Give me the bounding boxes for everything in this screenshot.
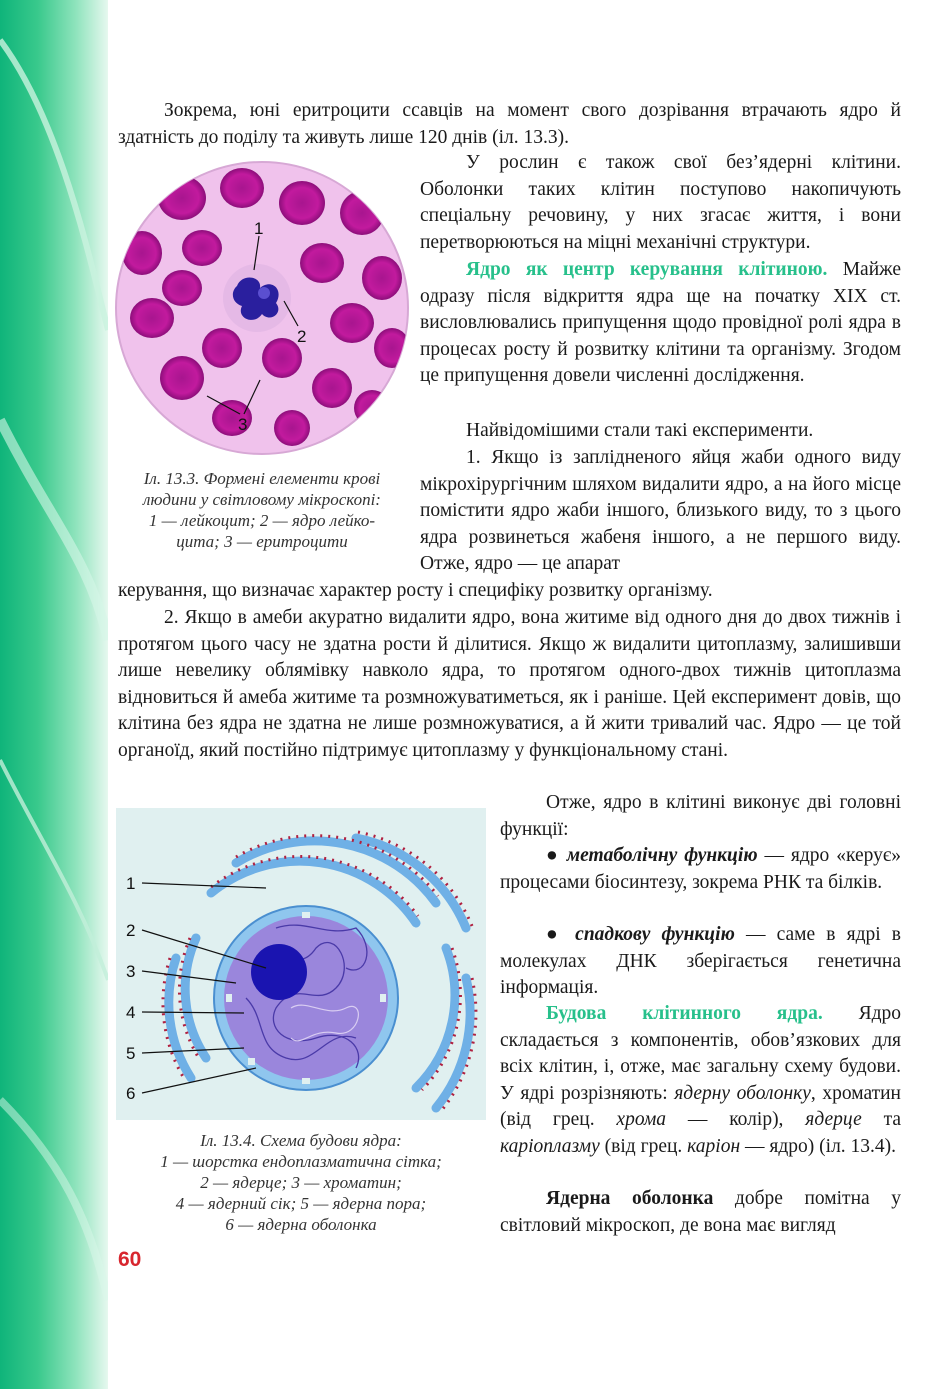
- paragraph-plant-cells: У рослин є також свої без’ядерні клітини. Оболонки таких клітин поступово накопичують спеціальну речовину, у них згасає життя, і вони перетворюються на міцні механічні структури.: [420, 152, 901, 253]
- paragraph-text: Ядро складається з компонентів, обов’язкових для всіх клітин, і, отже, має загальну схему будови. У ядрі розрізняють:: [500, 1003, 901, 1104]
- bullet-text: — саме в ядрі в молекулах ДНК зберігається генетична інформація.: [500, 924, 901, 998]
- bullet-metabolic-function: [500, 843, 901, 896]
- term-metabolic-function: ● метаболічну функцію: [546, 845, 758, 866]
- paragraph-text: — ядро) (іл. 13.4).: [740, 1135, 897, 1157]
- fig1-label-2: 2: [297, 327, 307, 346]
- term: хроматин: [822, 1082, 901, 1104]
- fig1-caption-line: людини у світловому мікроскопі:: [143, 490, 381, 509]
- section-heading-structure: Будова клітинного ядра.: [546, 1003, 823, 1024]
- paragraph-text: Майже одразу після відкриття ядра ще на початку XIX ст. висловлювались припущення щодо провідної ролі ядра в процесах росту й розвитку клітини та організму. Згодом це припущення довели численні дослідження.: [420, 259, 902, 386]
- term: каріон: [687, 1135, 741, 1157]
- blood-cells-micrograph: [112, 158, 412, 458]
- term: ядерну оболонку: [674, 1082, 811, 1104]
- fig1-label-3: 3: [238, 415, 248, 434]
- paragraph-nuclear-envelope: [500, 1186, 901, 1239]
- swoosh-decoration: [0, 0, 108, 1389]
- section-heading-nucleus-control: Ядро як центр керування клітиною.: [466, 259, 828, 280]
- paragraph-experiment-2: 2. Якщо в амеби акуратно видалити ядро, вона житиме від одного дня до двох тижнів і протягом цього часу не здатна рости й ділитися. Якщо ж видалити цитоплазму, залишивши лише невелику облямівку навколо ядра, то протягом одного-двох тижнів цитоплазма відновиться й амеба житиме та розмножуватиметься, як і раніше. Цей експеримент довів, що клітина без ядра не здатна не лише розмножуватися, а й жити тривалий час. Ядро — це той органоїд, який постійно підтримує цитоплазму у функціональному стані.: [118, 607, 901, 761]
- fig2-label-2: 2: [126, 921, 136, 940]
- paragraph-text: — колір),: [666, 1109, 806, 1130]
- fig2-caption-line: Іл. 13.4. Схема будови ядра:: [200, 1131, 402, 1150]
- paragraph-text: та: [861, 1109, 901, 1130]
- paragraph-two-functions: Отже, ядро в клітині виконує дві головні функції:: [500, 792, 901, 840]
- paragraph-text: (від грец.: [599, 1135, 688, 1157]
- fig2-caption: [116, 1130, 486, 1235]
- paragraph-nucleus-structure: [500, 1001, 901, 1160]
- fig2-label-6: 6: [126, 1084, 136, 1103]
- fig1-caption-line: 1 — лейкоцит; 2 — ядро лейко-: [148, 511, 376, 530]
- bullet-hereditary-function: [500, 922, 901, 1002]
- bullet-text: — ядро «керує» процесами біосинтезу, зокрема РНК та білків.: [500, 845, 901, 893]
- term: каріоплазму: [500, 1135, 600, 1157]
- fig2-label-1: 1: [126, 874, 136, 893]
- paragraph-text: (від грец.: [500, 1109, 617, 1130]
- fig1-caption: [112, 468, 412, 552]
- paragraph-erythrocytes: Зокрема, юні еритроцити ссавців на момент свого дозрівання втрачають ядро й здатність до поділу та живуть лише 120 днів (іл. 13.3).: [118, 100, 901, 148]
- page-number: 60: [118, 1248, 142, 1271]
- fig2-caption-line: 4 — ядерний сік; 5 — ядерна пора;: [175, 1194, 427, 1213]
- term: ядерце: [805, 1109, 862, 1130]
- fig2-caption-line: 1 — шорстка ендоплазматична сітка;: [160, 1152, 442, 1171]
- fig1-caption-line: цита; 3 — еритроцити: [176, 532, 348, 551]
- paragraph-experiment-1: 1. Якщо із заплідненого яйця жаби одного виду мікрохірургічним шляхом видалити ядро, а на його місце помістити ядро жаби іншого, близького виду, то з цього ядра розвинеться жабеня іншого, а не першого виду. Отже, ядро — це апарат: [420, 447, 901, 574]
- term-hereditary-function: ● спадкову функцію: [546, 924, 735, 945]
- paragraph-nucleus-control: [420, 257, 901, 390]
- term: хрома: [616, 1109, 667, 1130]
- fig2-label-4: 4: [126, 1003, 136, 1022]
- nucleus-structure-diagram: [116, 808, 486, 1120]
- decorative-side-band: [0, 0, 108, 1389]
- term-nuclear-envelope: Ядерна оболонка: [546, 1188, 714, 1209]
- paragraph-experiments-intro: Найвідомішими стали такі експерименти.: [466, 420, 814, 441]
- fig1-label-1: 1: [254, 219, 264, 238]
- paragraph-text: добре помітна у світловий мікроскоп, де вона має вигляд: [500, 1188, 901, 1236]
- fig2-label-5: 5: [126, 1044, 136, 1063]
- fig1-caption-line: Іл. 13.3. Формені елементи крові: [143, 469, 381, 488]
- fig2-caption-line: 2 — ядерце; 3 — хроматин;: [200, 1173, 402, 1192]
- paragraph-text: ,: [810, 1082, 823, 1104]
- fig2-caption-line: 6 — ядерна оболонка: [225, 1215, 377, 1234]
- paragraph-experiment-1-cont: керування, що визначає характер росту і специфіку розвитку організму.: [118, 580, 713, 601]
- fig2-label-3: 3: [126, 962, 136, 981]
